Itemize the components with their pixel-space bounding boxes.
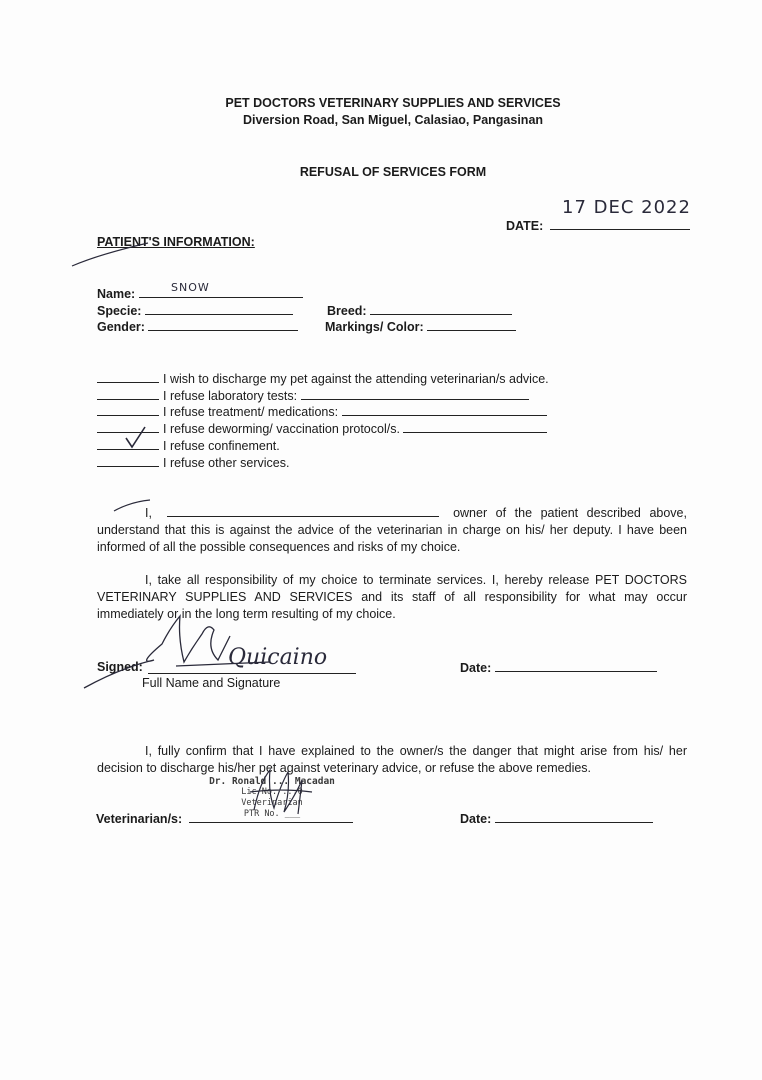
- confirmation-paragraph: I, fully confirm that I have explained to the owner/s the danger that might arise from his/ her decision to discharge his/her pet against veterinary advice, or refuse the above remedies.: [97, 744, 687, 775]
- markings-line: [427, 319, 516, 331]
- gender-field[interactable]: [97, 319, 298, 334]
- form-title: REFUSAL OF SERVICES FORM: [299, 165, 487, 179]
- option-text: I refuse confinement.: [163, 439, 280, 453]
- option-text: I refuse other services.: [163, 456, 290, 470]
- specie-label: Specie:: [97, 304, 142, 318]
- option-row[interactable]: [97, 455, 289, 472]
- option-blank[interactable]: [97, 371, 159, 383]
- breed-field[interactable]: [327, 303, 512, 318]
- company-address: Diversion Road, San Miguel, Calasiao, Pangasinan: [242, 113, 544, 127]
- specie-line: [145, 303, 293, 315]
- breed-label: Breed:: [327, 304, 367, 318]
- specie-field[interactable]: [97, 303, 293, 318]
- signature-caption: Full Name and Signature: [142, 676, 281, 690]
- option-trailing-line: [301, 388, 529, 400]
- option-text: I refuse deworming/ vaccination protocol/s.: [163, 422, 400, 436]
- stamp-role: Veterinarian: [241, 798, 303, 808]
- option-row[interactable]: [97, 438, 280, 455]
- statement-paragraph-1: [97, 505, 687, 556]
- company-name: PET DOCTORS VETERINARY SUPPLIES AND SERVICES: [225, 96, 561, 110]
- option-row[interactable]: [97, 421, 547, 438]
- markings-field[interactable]: [325, 319, 516, 334]
- stamp-license: Lic No. ...0: [241, 787, 303, 797]
- veterinarian-date-line: [495, 811, 653, 823]
- option-text: I refuse treatment/ medications:: [163, 405, 339, 419]
- statement-rest: owner of the patient described above, understand that this is against the advice of the veterinarian in charge on his/ her deputy. I have been informed of all the possible consequences and risks of my choice.: [97, 506, 687, 554]
- date-label: DATE:: [506, 219, 544, 233]
- date-handwritten: 17 DEC 2022: [562, 197, 691, 218]
- gender-label: Gender:: [97, 320, 145, 334]
- breed-line: [370, 303, 512, 315]
- option-blank[interactable]: [97, 404, 159, 416]
- stamp-name: Dr. Ronald ... Macadan: [209, 776, 335, 787]
- option-trailing-line: [403, 421, 547, 433]
- checkmark-icon: [123, 424, 149, 450]
- owner-name-line[interactable]: [167, 505, 439, 517]
- stamp-ptr: PTR No. ___: [243, 809, 301, 819]
- veterinarian-date-label: Date:: [460, 812, 492, 826]
- name-field[interactable]: [97, 286, 303, 301]
- option-text: I wish to discharge my pet against the attending veterinarian/s advice.: [163, 372, 549, 386]
- option-text: I refuse laboratory tests:: [163, 389, 298, 403]
- pen-stroke-decoration: [70, 240, 150, 270]
- owner-date-label: Date:: [460, 661, 492, 675]
- owner-signature-scribble: [80, 608, 370, 692]
- option-blank[interactable]: [97, 438, 159, 450]
- name-line: [139, 286, 303, 298]
- veterinarian-date-field[interactable]: [460, 811, 653, 826]
- option-trailing-line: [342, 404, 547, 416]
- statement-start: I,: [145, 506, 152, 520]
- owner-date-field[interactable]: [460, 660, 657, 675]
- signature-text: Quicaino: [228, 645, 328, 670]
- option-blank[interactable]: [97, 455, 159, 467]
- option-blank[interactable]: [97, 388, 159, 400]
- name-label: Name:: [97, 287, 136, 301]
- signed-label: Signed:: [97, 660, 143, 674]
- option-row[interactable]: [97, 371, 549, 388]
- statement-paragraph-2: I, take all responsibility of my choice to terminate services. I, hereby release PET DOCTORS VETERINARY SUPPLIES AND SERVICES and its staff of all responsibility for what may occur immediately or in the long term resulting of my choice.: [97, 573, 687, 621]
- veterinarian-signature-scribble: [240, 762, 320, 822]
- gender-line: [148, 319, 298, 331]
- markings-label: Markings/ Color:: [325, 320, 424, 334]
- date-line: [550, 218, 690, 230]
- name-value-handwritten: SNOW: [171, 281, 210, 294]
- option-row[interactable]: [97, 388, 529, 405]
- patient-section-label: PATIENT'S INFORMATION:: [97, 235, 255, 249]
- date-field[interactable]: [506, 218, 690, 233]
- owner-date-line: [495, 660, 657, 672]
- veterinarian-label: Veterinarian/s:: [96, 812, 183, 826]
- option-row[interactable]: [97, 404, 547, 421]
